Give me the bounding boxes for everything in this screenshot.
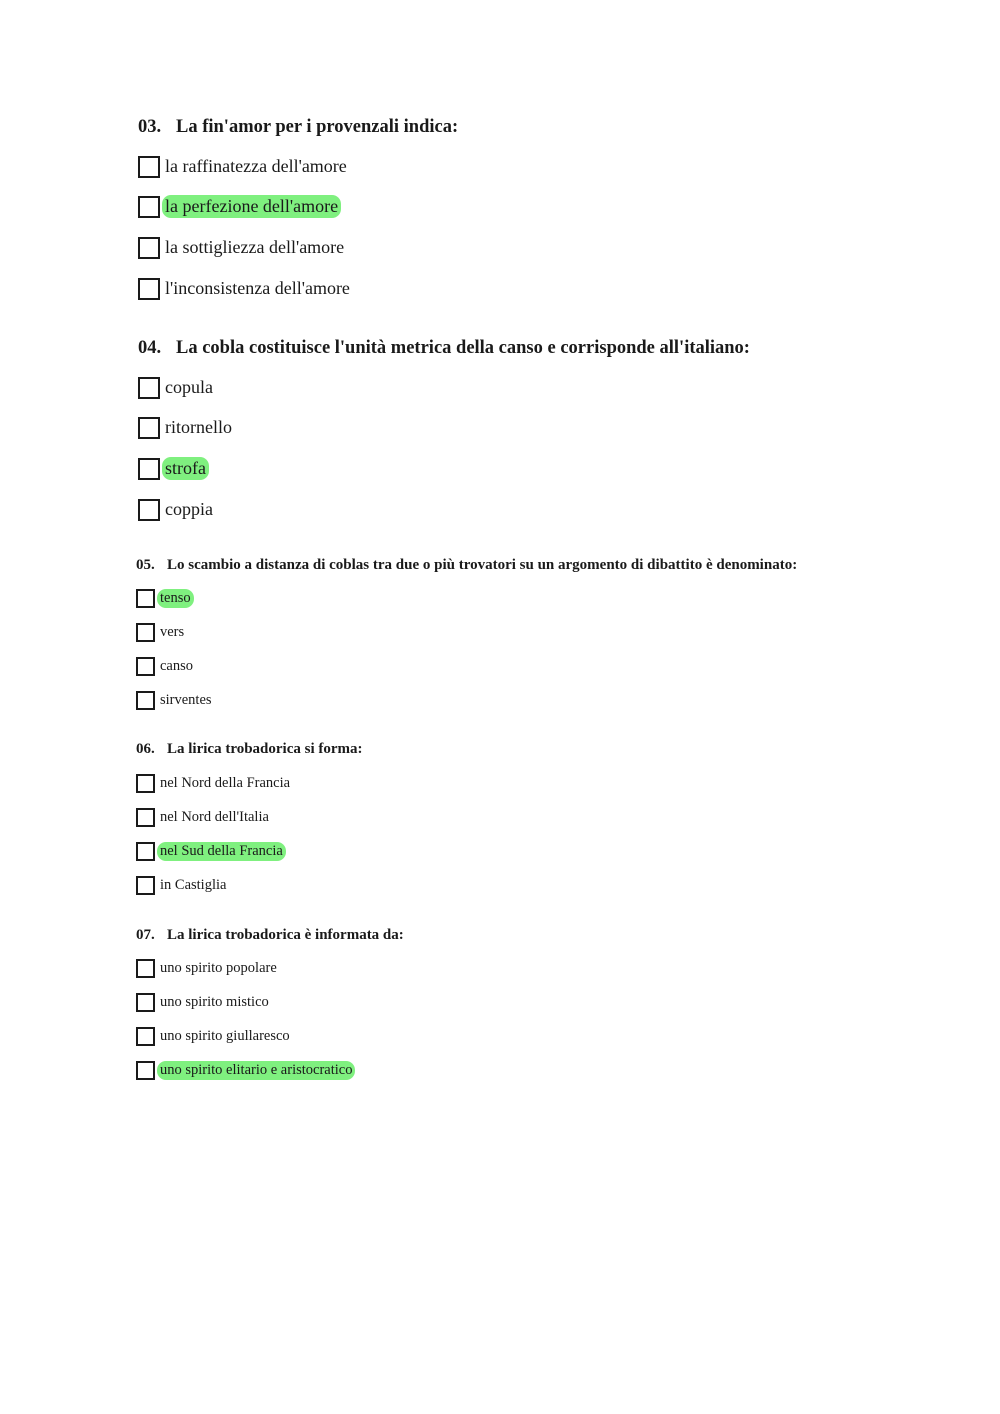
question-number: 06. bbox=[136, 741, 155, 757]
answer-option[interactable] bbox=[138, 498, 216, 521]
checkbox[interactable] bbox=[136, 876, 155, 895]
checkbox[interactable] bbox=[138, 499, 160, 521]
answer-option[interactable] bbox=[136, 657, 196, 676]
option-label-highlighted: strofa bbox=[162, 457, 209, 480]
question-title bbox=[138, 338, 750, 359]
question-text: La fin'amor per i provenzali indica: bbox=[176, 117, 459, 137]
question-number: 03. bbox=[138, 117, 162, 137]
checkbox[interactable] bbox=[138, 278, 160, 300]
answer-option[interactable] bbox=[136, 993, 272, 1012]
checkbox[interactable] bbox=[138, 196, 160, 218]
option-label: coppia bbox=[165, 499, 213, 519]
option-label-highlighted: la perfezione dell'amore bbox=[162, 195, 341, 218]
question-title bbox=[136, 557, 797, 574]
answer-option[interactable] bbox=[138, 195, 341, 218]
option-label: uno spirito giullaresco bbox=[160, 1028, 290, 1044]
option-label: nel Nord della Francia bbox=[160, 775, 291, 791]
option-label: uno spirito popolare bbox=[160, 960, 277, 976]
answer-option[interactable] bbox=[136, 691, 215, 710]
answer-option[interactable] bbox=[138, 155, 350, 178]
answer-option[interactable] bbox=[138, 277, 353, 300]
question-number: 07. bbox=[136, 927, 155, 943]
question-number: 05. bbox=[136, 557, 155, 573]
answer-option[interactable] bbox=[136, 623, 187, 642]
option-label: ritornello bbox=[165, 417, 232, 437]
checkbox[interactable] bbox=[136, 842, 155, 861]
option-label: nel Nord dell'Italia bbox=[160, 809, 269, 825]
checkbox[interactable] bbox=[138, 156, 160, 178]
option-label: copula bbox=[165, 377, 213, 397]
checkbox[interactable] bbox=[136, 657, 155, 676]
answer-option[interactable] bbox=[138, 236, 347, 259]
checkbox[interactable] bbox=[136, 691, 155, 710]
question-text: La cobla costituisce l'unità metrica della canso e corrisponde all'italiano: bbox=[176, 338, 750, 358]
option-label: canso bbox=[160, 658, 194, 674]
answer-option[interactable] bbox=[136, 959, 280, 978]
checkbox[interactable] bbox=[138, 417, 160, 439]
option-label: vers bbox=[160, 624, 185, 640]
question-title bbox=[136, 741, 363, 758]
option-label: uno spirito mistico bbox=[160, 994, 269, 1010]
answer-option[interactable] bbox=[138, 457, 209, 480]
checkbox[interactable] bbox=[136, 1061, 155, 1080]
question-number: 04. bbox=[138, 338, 162, 358]
option-label-highlighted: tenso bbox=[157, 589, 194, 608]
checkbox[interactable] bbox=[138, 458, 160, 480]
checkbox[interactable] bbox=[136, 959, 155, 978]
option-label: sirventes bbox=[160, 692, 212, 708]
question-text: La lirica trobadorica è informata da: bbox=[167, 927, 404, 943]
answer-option[interactable] bbox=[136, 1027, 293, 1046]
checkbox[interactable] bbox=[136, 774, 155, 793]
checkbox[interactable] bbox=[136, 993, 155, 1012]
checkbox[interactable] bbox=[136, 1027, 155, 1046]
option-label: la raffinatezza dell'amore bbox=[165, 156, 347, 176]
answer-option[interactable] bbox=[136, 842, 286, 861]
question-title bbox=[138, 117, 458, 138]
answer-option[interactable] bbox=[136, 876, 229, 895]
answer-option[interactable] bbox=[136, 589, 194, 608]
option-label-highlighted: nel Sud della Francia bbox=[157, 842, 286, 861]
checkbox[interactable] bbox=[138, 237, 160, 259]
question-text: La lirica trobadorica si forma: bbox=[167, 741, 363, 757]
answer-option[interactable] bbox=[138, 376, 216, 399]
option-label-highlighted: uno spirito elitario e aristocratico bbox=[157, 1061, 355, 1080]
option-label: la sottigliezza dell'amore bbox=[165, 237, 345, 257]
question-text: Lo scambio a distanza di coblas tra due o più trovatori su un argomento di dibattito è denominato: bbox=[167, 557, 798, 573]
checkbox[interactable] bbox=[136, 623, 155, 642]
answer-option[interactable] bbox=[136, 808, 272, 827]
checkbox[interactable] bbox=[136, 589, 155, 608]
checkbox[interactable] bbox=[138, 377, 160, 399]
answer-option[interactable] bbox=[136, 774, 293, 793]
option-label: in Castiglia bbox=[160, 877, 227, 893]
answer-option[interactable] bbox=[136, 1061, 355, 1080]
checkbox[interactable] bbox=[136, 808, 155, 827]
option-label: l'inconsistenza dell'amore bbox=[165, 278, 350, 298]
answer-option[interactable] bbox=[138, 416, 235, 439]
question-title bbox=[136, 927, 404, 944]
